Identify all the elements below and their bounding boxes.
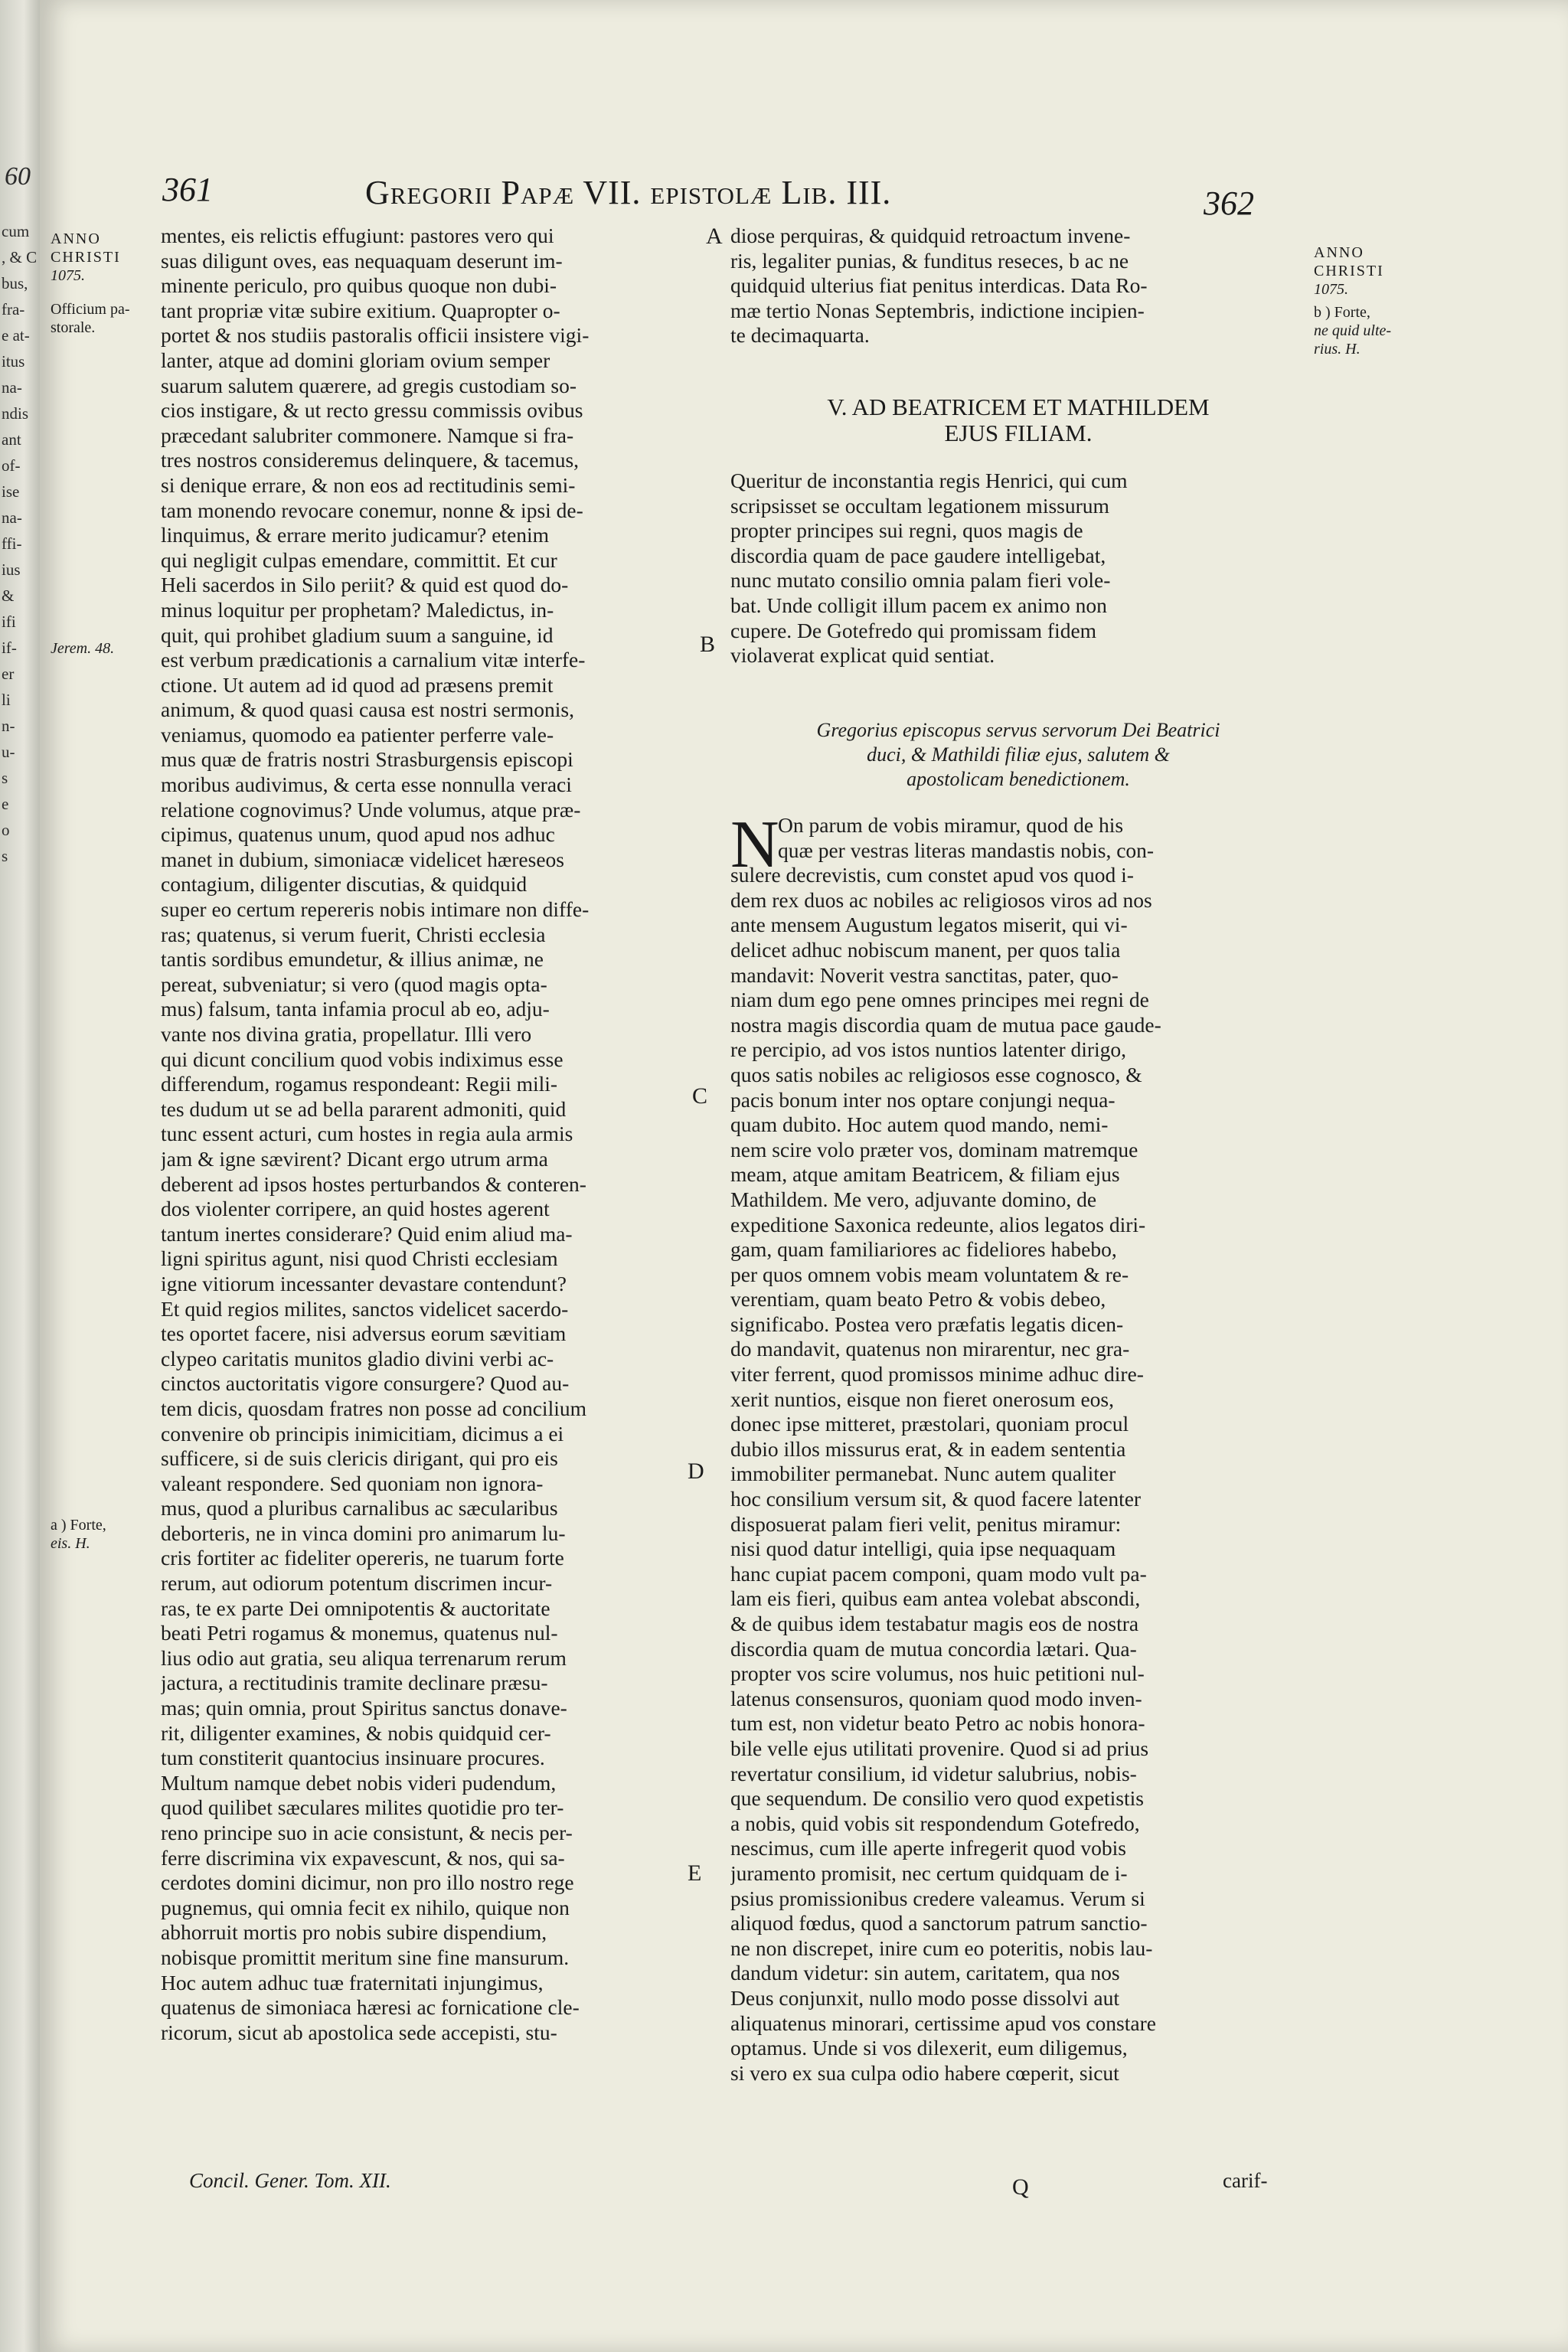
margin-christi-label-right: CHRISTI [1314, 263, 1384, 279]
previous-page-fragment: fra- [2, 300, 25, 318]
text-line: minente periculo, pro quibus quoque non dubi- [161, 273, 557, 298]
margin-note-jeremiah: Jerem. 48. [51, 640, 115, 657]
text-line: lanter, atque ad domini gloriam ovium semper [161, 348, 550, 372]
text-line: differendum, rogamus respondeant: Regii mili- [161, 1072, 558, 1096]
text-line: significabo. Postea vero præfatis legatis dicen- [730, 1312, 1124, 1336]
previous-page-fragment: n- [2, 717, 15, 735]
text-line: mandavit: Noverit vestra sanctitas, pater, quo- [730, 962, 1119, 987]
text-line: suarum salutem quærere, ad gregis custodiam so- [161, 373, 577, 397]
text-line: meam, atque amitam Beatricem, & filiam ejus [730, 1162, 1120, 1187]
previous-page-fragment: ius [2, 560, 21, 579]
text-line: mus) falsum, tanta infamia procul ab eo, adju- [161, 997, 550, 1021]
text-line: rit, diligenter examines, & nobis quidquid cer- [161, 1720, 551, 1745]
text-line: veniamus, quomodo ea patienter perferre vale- [161, 722, 554, 746]
text-line: discordia quam de mutua concordia lætari. Qua- [730, 1636, 1137, 1661]
text-line: dem rex duos ac nobiles ac religiosos viros ad nos [730, 887, 1152, 912]
text-line: hoc consilium versum sit, & quod facere latenter [730, 1487, 1142, 1511]
text-line: On parum de vobis miramur, quod de his [778, 813, 1124, 837]
text-line: nobisque promittit meritum sine fine mansurum. [161, 1945, 570, 1969]
text-line: est verbum prædicationis a carnalium vitæ interfe- [161, 648, 586, 672]
text-line: viter ferrent, quod promissos minime adhuc dire- [730, 1362, 1144, 1387]
drop-cap-letter: N [730, 808, 779, 882]
margin-anno-label: ANNO [51, 230, 101, 247]
signature-line: Concil. Gener. Tom. XII. [189, 2169, 391, 2192]
text-line: Mathildem. Me vero, adjuvante domino, de [730, 1187, 1097, 1211]
text-line: qui dicunt concilium quod vobis indiximus esse [161, 1047, 564, 1071]
text-line: pereat, subveniatur; si vero (quod magis opta- [161, 972, 547, 996]
text-line: Multum namque debet nobis videri pudendum, [161, 1770, 557, 1795]
summary-line: scripsisset se occultam legationem missurum [730, 493, 1109, 518]
text-line: ligni spiritus agunt, nisi quod Christi ecclesiam [161, 1246, 558, 1271]
text-line: qui negligit culpas emendare, committit. Et cur [161, 547, 557, 572]
text-line: mas; quin omnia, prout Spiritus sanctus donave- [161, 1696, 567, 1720]
text-line: manet in dubium, simoniacæ videlicet hæreseos [161, 847, 564, 871]
text-line: cios instigare, & ut recto gressu commissis ovibus [161, 398, 583, 423]
right-page-number: 362 [1204, 185, 1254, 222]
text-line: juramento promisit, nec certum quidquam de i- [730, 1860, 1128, 1885]
text-line: nem scire volo præter vos, dominam matremque [730, 1137, 1138, 1161]
text-line: aliquod fœdus, quod a sanctorum patrum sanctio- [730, 1911, 1148, 1936]
text-line: bile velle ejus utilitati provenire. Quod si ad prius [730, 1736, 1149, 1760]
margin-note-officium: Officium pa- storale. [51, 301, 130, 336]
text-line: diose perquiras, & quidquid retroactum invene- [730, 224, 1131, 247]
section-letter-b: B [700, 632, 716, 657]
text-line: linquimus, & errare merito judicamur? etenim [161, 523, 550, 547]
text-line: si denique errare, & non eos ad rectitudinis semi- [161, 472, 576, 497]
text-line: mus, quod a pluribus carnalibus ac sæcularibus [161, 1496, 558, 1521]
previous-page-fragment: bus, [2, 274, 28, 292]
text-line: tam monendo revocare conemur, nonne & ipsi de- [161, 498, 583, 522]
text-line: lam eis fieri, quibus eam antea volebat abscondi, [730, 1586, 1141, 1611]
text-line: quos satis nobiles ac religiosos esse cognosco, & [730, 1062, 1142, 1086]
text-line: aliquatenus minorari, certissime apud vos constare [730, 2011, 1156, 2035]
text-line: tes oportet facere, nisi adversus eorum sævitiam [161, 1321, 567, 1346]
text-line: & de quibus idem testabatur magis eos de nostra [730, 1612, 1139, 1635]
previous-page-fragment: ffi- [2, 534, 22, 553]
text-line: ras; quatenus, si verum fuerit, Christi ecclesia [161, 922, 546, 946]
running-header [40, 170, 1568, 222]
text-line: xerit nuntios, eisque non fieret onerosum eos, [730, 1387, 1115, 1411]
salutation-line: Gregorius episcopus servus servorum Dei Beatrici [816, 719, 1220, 741]
text-line: cipimus, quatenus unum, quod apud nos adhuc [161, 822, 555, 847]
previous-page-fragment: ndis [2, 404, 29, 423]
text-line: quam dubito. Hoc autem quod mando, nemi- [730, 1112, 1109, 1137]
previous-page-fragment: s [2, 847, 8, 865]
previous-page-fragment: ise [2, 482, 20, 501]
text-line: super eo certum repereris nobis intimare non diffe- [161, 897, 590, 922]
text-line: pacis bonum inter nos optare conjungi nequa- [730, 1087, 1116, 1112]
text-line: cris fortiter ac fideliter opereris, ne tuarum forte [161, 1546, 564, 1570]
salutation-line: duci, & Mathildi filiæ ejus, salutem & [867, 743, 1170, 766]
text-line: relatione cognovimus? Unde volumus, atque præ- [161, 797, 581, 822]
text-line: præcedant salubriter commonere. Namque si fra- [161, 423, 574, 447]
text-line: animum, & quod quasi causa est nostri sermonis, [161, 697, 574, 722]
text-line: que sequendum. De consilio vero quod expetistis [730, 1786, 1144, 1811]
previous-page-fragment: of- [2, 456, 21, 475]
previous-page-fragment: cum [2, 222, 30, 240]
text-line: ctione. Ut autem ad id quod ad præsens premit [161, 672, 554, 697]
text-line: nisi quod datur intelligi, quia ipse nequaquam [730, 1537, 1116, 1561]
text-line: cinctos auctoritatis vigore consurgere? Quod au- [161, 1371, 570, 1396]
text-line: moribus audivimus, & certa esse nonnulla veraci [161, 773, 572, 797]
text-line: per quos omnem vobis meam voluntatem & re- [730, 1262, 1129, 1286]
text-line: lius odio aut gratia, seu aliqua terrenarum rerum [161, 1645, 567, 1670]
text-line: re percipio, ad vos istos nuntios latenter dirigo, [730, 1037, 1127, 1062]
text-line: Heli sacerdos in Silo periit? & quid est quod do- [161, 573, 569, 597]
text-line: quæ per vestras literas mandastis nobis, con- [778, 838, 1155, 862]
text-line: te decimaquarta. [730, 323, 870, 348]
text-line: vante nos divina gratia, propellatur. Illi vero [161, 1022, 532, 1046]
text-line: optamus. Unde si vos dilexerit, eum diligemus, [730, 2036, 1128, 2060]
text-line: si vero ex sua culpa odio habere cœperit, sicut [730, 2060, 1119, 2085]
text-line: quatenus de simoniaca hæresi ac fornicatione cle- [161, 1995, 580, 2020]
running-title: Gregorii Papæ VII. epistolæ Lib. III. [365, 174, 892, 211]
text-line: convenire ob principis inimicitiam, dicimus a ei [161, 1421, 564, 1446]
text-line: immobiliter permanebat. Nunc autem qualiter [730, 1462, 1116, 1486]
margin-note-forte-a: a ) Forte, eis. H. [51, 1517, 106, 1552]
text-line: valeant respondere. Sed quoniam non ignora- [161, 1471, 544, 1495]
text-line: clypeo caritatis munitos gladio divini verbi ac- [161, 1346, 554, 1370]
previous-page-number: 60 [5, 162, 31, 191]
text-line: psius promissionibus credere valeamus. Verum si [730, 1886, 1145, 1910]
text-line: tum est, non videtur beato Petro ac nobis honora- [730, 1711, 1145, 1736]
text-line: gam, quam familiariores ac fideliores habebo, [730, 1237, 1117, 1262]
margin-year-value: 1075. [51, 267, 85, 284]
text-line: dubio illos missurus erat, & in eadem sententia [730, 1436, 1126, 1461]
text-line: contagium, diligenter discutias, & quidquid [161, 872, 528, 897]
summary-line: bat. Unde colligit illum pacem ex animo non [730, 593, 1107, 617]
text-line: Hoc autem adhuc tuæ fraternitati injungimus, [161, 1970, 544, 1994]
text-line: sulere decrevistis, cum constet apud vos quod i- [730, 863, 1134, 887]
text-line: delicet adhuc nobiscum manent, per quos talia [730, 937, 1121, 962]
summary-line: nunc mutato consilio omnia palam fieri vole- [730, 568, 1111, 593]
text-line: tes dudum ut se ad bella pararent admoniti, quid [161, 1096, 567, 1121]
previous-page-fragment: na- [2, 508, 22, 527]
text-line: revertatur consilium, id videtur salubrius, nobis- [730, 1761, 1137, 1785]
text-line: quod quilibet sæculares milites quotidie pro ter- [161, 1795, 564, 1820]
letter-salutation [730, 718, 1306, 792]
text-line: tum constiterit quantocius insinuare procures. [161, 1746, 545, 1770]
section-letter-e: E [688, 1860, 702, 1886]
text-line: tres nostros consideremus delinquere, & tacemus, [161, 448, 580, 472]
summary-line: violaverat explicat quid sentiat. [730, 643, 995, 668]
text-line: propter vos scire volumus, nos huic petitioni nul- [730, 1661, 1145, 1686]
previous-page-fragment: ifi [2, 612, 16, 631]
left-column-text [161, 224, 727, 2045]
text-line: ferre discrimina vix expavescunt, & nos, qui sa- [161, 1845, 565, 1870]
text-line: deberent ad ipsos hostes perturbandos & conteren- [161, 1171, 586, 1196]
text-line: a nobis, quid vobis sit respondendum Gotefredo, [730, 1811, 1140, 1835]
text-line: nostra magis discordia quam de mutua pace gaude- [730, 1012, 1161, 1037]
text-line: dos violenter corripere, an quid hostes agerent [161, 1197, 550, 1221]
previous-page-fragment: & [2, 586, 15, 605]
text-line: tem dicis, quosdam fratres non posse ad concilium [161, 1396, 586, 1420]
text-line: expeditione Saxonica redeunte, alios legatos diri- [730, 1212, 1146, 1236]
text-line: ante mensem Augustum legatos miserit, qui vi- [730, 913, 1128, 937]
margin-anno-label-right: ANNO [1314, 244, 1364, 261]
text-line: ricorum, sicut ab apostolica sede accepisti, stu- [161, 2020, 557, 2044]
text-line: sufficere, si de suis clericis dirigant, qui pro eis [161, 1446, 558, 1471]
text-line: jam & igne sævirent? Dicant ergo utrum arma [161, 1146, 548, 1171]
text-line: rerum, aut odiorum potentum discrimen incur- [161, 1571, 553, 1596]
right-column-letter-ending [730, 224, 1306, 348]
summary-line: cupere. De Gotefredo qui promissam fidem [730, 618, 1097, 642]
text-line: mæ tertio Nonas Septembris, indictione incipien- [730, 298, 1145, 322]
text-line: jactura, a rectitudinis tramite declinare præsu- [161, 1671, 548, 1695]
text-line: donec ipse mitteret, præstolari, quoniam procul [730, 1412, 1129, 1436]
text-line: beati Petri rogamus & monemus, quatenus nul- [161, 1621, 558, 1645]
previous-page-edge [0, 0, 40, 2352]
text-line: do mandavit, quatenus non mirarentur, nec gra- [730, 1337, 1130, 1361]
previous-page-fragment: na- [2, 378, 22, 397]
text-line: portet & nos studiis pastoralis officii insistere vigi- [161, 323, 590, 348]
previous-page-fragment: er [2, 665, 15, 683]
section-letter-d: D [688, 1459, 704, 1484]
text-line: disposuerat palam fieri velit, penitus miramur: [730, 1511, 1122, 1536]
margin-year-left [51, 230, 121, 285]
text-line: abhorruit mortis pro nobis subire dispendium, [161, 1920, 547, 1945]
text-line: reno principe suo in acie consistunt, & necis per- [161, 1821, 573, 1844]
previous-page-fragment: if- [2, 639, 17, 657]
text-line: hanc cupiat pacem componi, quam modo vult pa- [730, 1561, 1147, 1586]
right-column-letter-body [730, 808, 1306, 2086]
previous-page-fragment: itus [2, 352, 25, 371]
text-line: dandum videtur: sin autem, caritatem, qua nos [730, 1961, 1120, 1985]
text-line: cerdotes domini dicimur, non pro illo nostro rege [161, 1870, 574, 1895]
text-line: latenus consensuros, quoniam quod modo inven- [730, 1686, 1142, 1710]
text-line: Deus conjunxit, nullo modo posse dissolvi aut [730, 1985, 1119, 2010]
previous-page-fragment: u- [2, 743, 15, 761]
letter-summary [730, 469, 1297, 668]
text-line: ras, te ex parte Dei omnipotentis & auctoritate [161, 1596, 550, 1620]
previous-page-fragment: o [2, 821, 10, 839]
text-line: ris, legaliter punias, & funditus reseces, b ac ne [730, 248, 1129, 273]
letter-heading-line1: V. AD BEATRICEM ET MATHILDEM [827, 394, 1210, 420]
summary-line: discordia quam de pace gaudere intelligebat, [730, 543, 1106, 567]
margin-year-value-right: 1075. [1314, 281, 1348, 298]
text-line: verentiam, quam beato Petro & vobis debeo, [730, 1287, 1106, 1312]
text-line: tantis sordibus emundetur, & illius animæ, ne [161, 947, 544, 972]
text-line: suas diligunt oves, eas nequaquam deserunt im- [161, 248, 563, 273]
text-line: tunc essent acturi, cum hostes in regia aula armis [161, 1122, 573, 1146]
catchword-signature: Q [1012, 2174, 1029, 2200]
salutation-line: apostolicam benedictionem. [906, 768, 1130, 790]
text-line: igne vitiorum incessanter devastare contendunt? [161, 1271, 567, 1295]
text-line: Et quid regios milites, sanctos videlicet sacerdo- [161, 1296, 569, 1321]
margin-note-forte-b: b ) Forte, ne quid ulte- rius. H. [1314, 304, 1392, 358]
previous-page-fragment: s [2, 769, 8, 787]
margin-year-right [1314, 243, 1384, 299]
previous-page-fragment: ant [2, 430, 21, 449]
text-line: quit, qui prohibet gladium suum a sanguine, id [161, 622, 554, 647]
text-line: tantum inertes considerare? Quid enim aliud ma- [161, 1221, 573, 1246]
section-letter-a: A [706, 224, 723, 249]
summary-line: propter principes sui regni, quos magis de [730, 518, 1083, 543]
section-letter-c: C [692, 1083, 708, 1109]
left-page-number: 361 [162, 171, 213, 208]
text-line: pugnemus, qui omnia fecit ex nihilo, quique non [161, 1895, 570, 1919]
letter-heading-line2: EJUS FILIAM. [944, 420, 1093, 446]
text-line: deborteris, ne in vinca domini pro animarum lu- [161, 1521, 566, 1545]
summary-line: Queritur de inconstantia regis Henrici, qui cum [730, 469, 1128, 492]
previous-page-fragment: , & C [2, 248, 38, 266]
text-line: minus loquitur per prophetam? Maledictus, in- [161, 597, 554, 622]
previous-page-fragment: e [2, 795, 9, 813]
text-line: niam dum ego pene omnes principes mei regni de [730, 988, 1149, 1012]
previous-page-fragment: li [2, 691, 11, 709]
text-line: ne non discrepet, inire cum eo poteritis, nobis lau- [730, 1936, 1153, 1960]
text-line: mentes, eis relictis effugiunt: pastores vero qui [161, 224, 554, 247]
text-line: mus quæ de fratris nostri Strasburgensis episcopi [161, 747, 573, 772]
book-page [40, 0, 1568, 2352]
catchword-next: carif- [1223, 2169, 1268, 2192]
text-line: tant propriæ vitæ subire exitium. Quapropter o- [161, 298, 560, 322]
text-line: quidquid ulterius fiat penitus interdicas. Data Ro- [730, 273, 1148, 298]
letter-heading [730, 394, 1306, 446]
margin-christi-label: CHRISTI [51, 249, 121, 266]
text-line: nescimus, cum ille aperte infregerit quod vobis [730, 1836, 1127, 1860]
previous-page-fragment: e at- [2, 326, 30, 345]
